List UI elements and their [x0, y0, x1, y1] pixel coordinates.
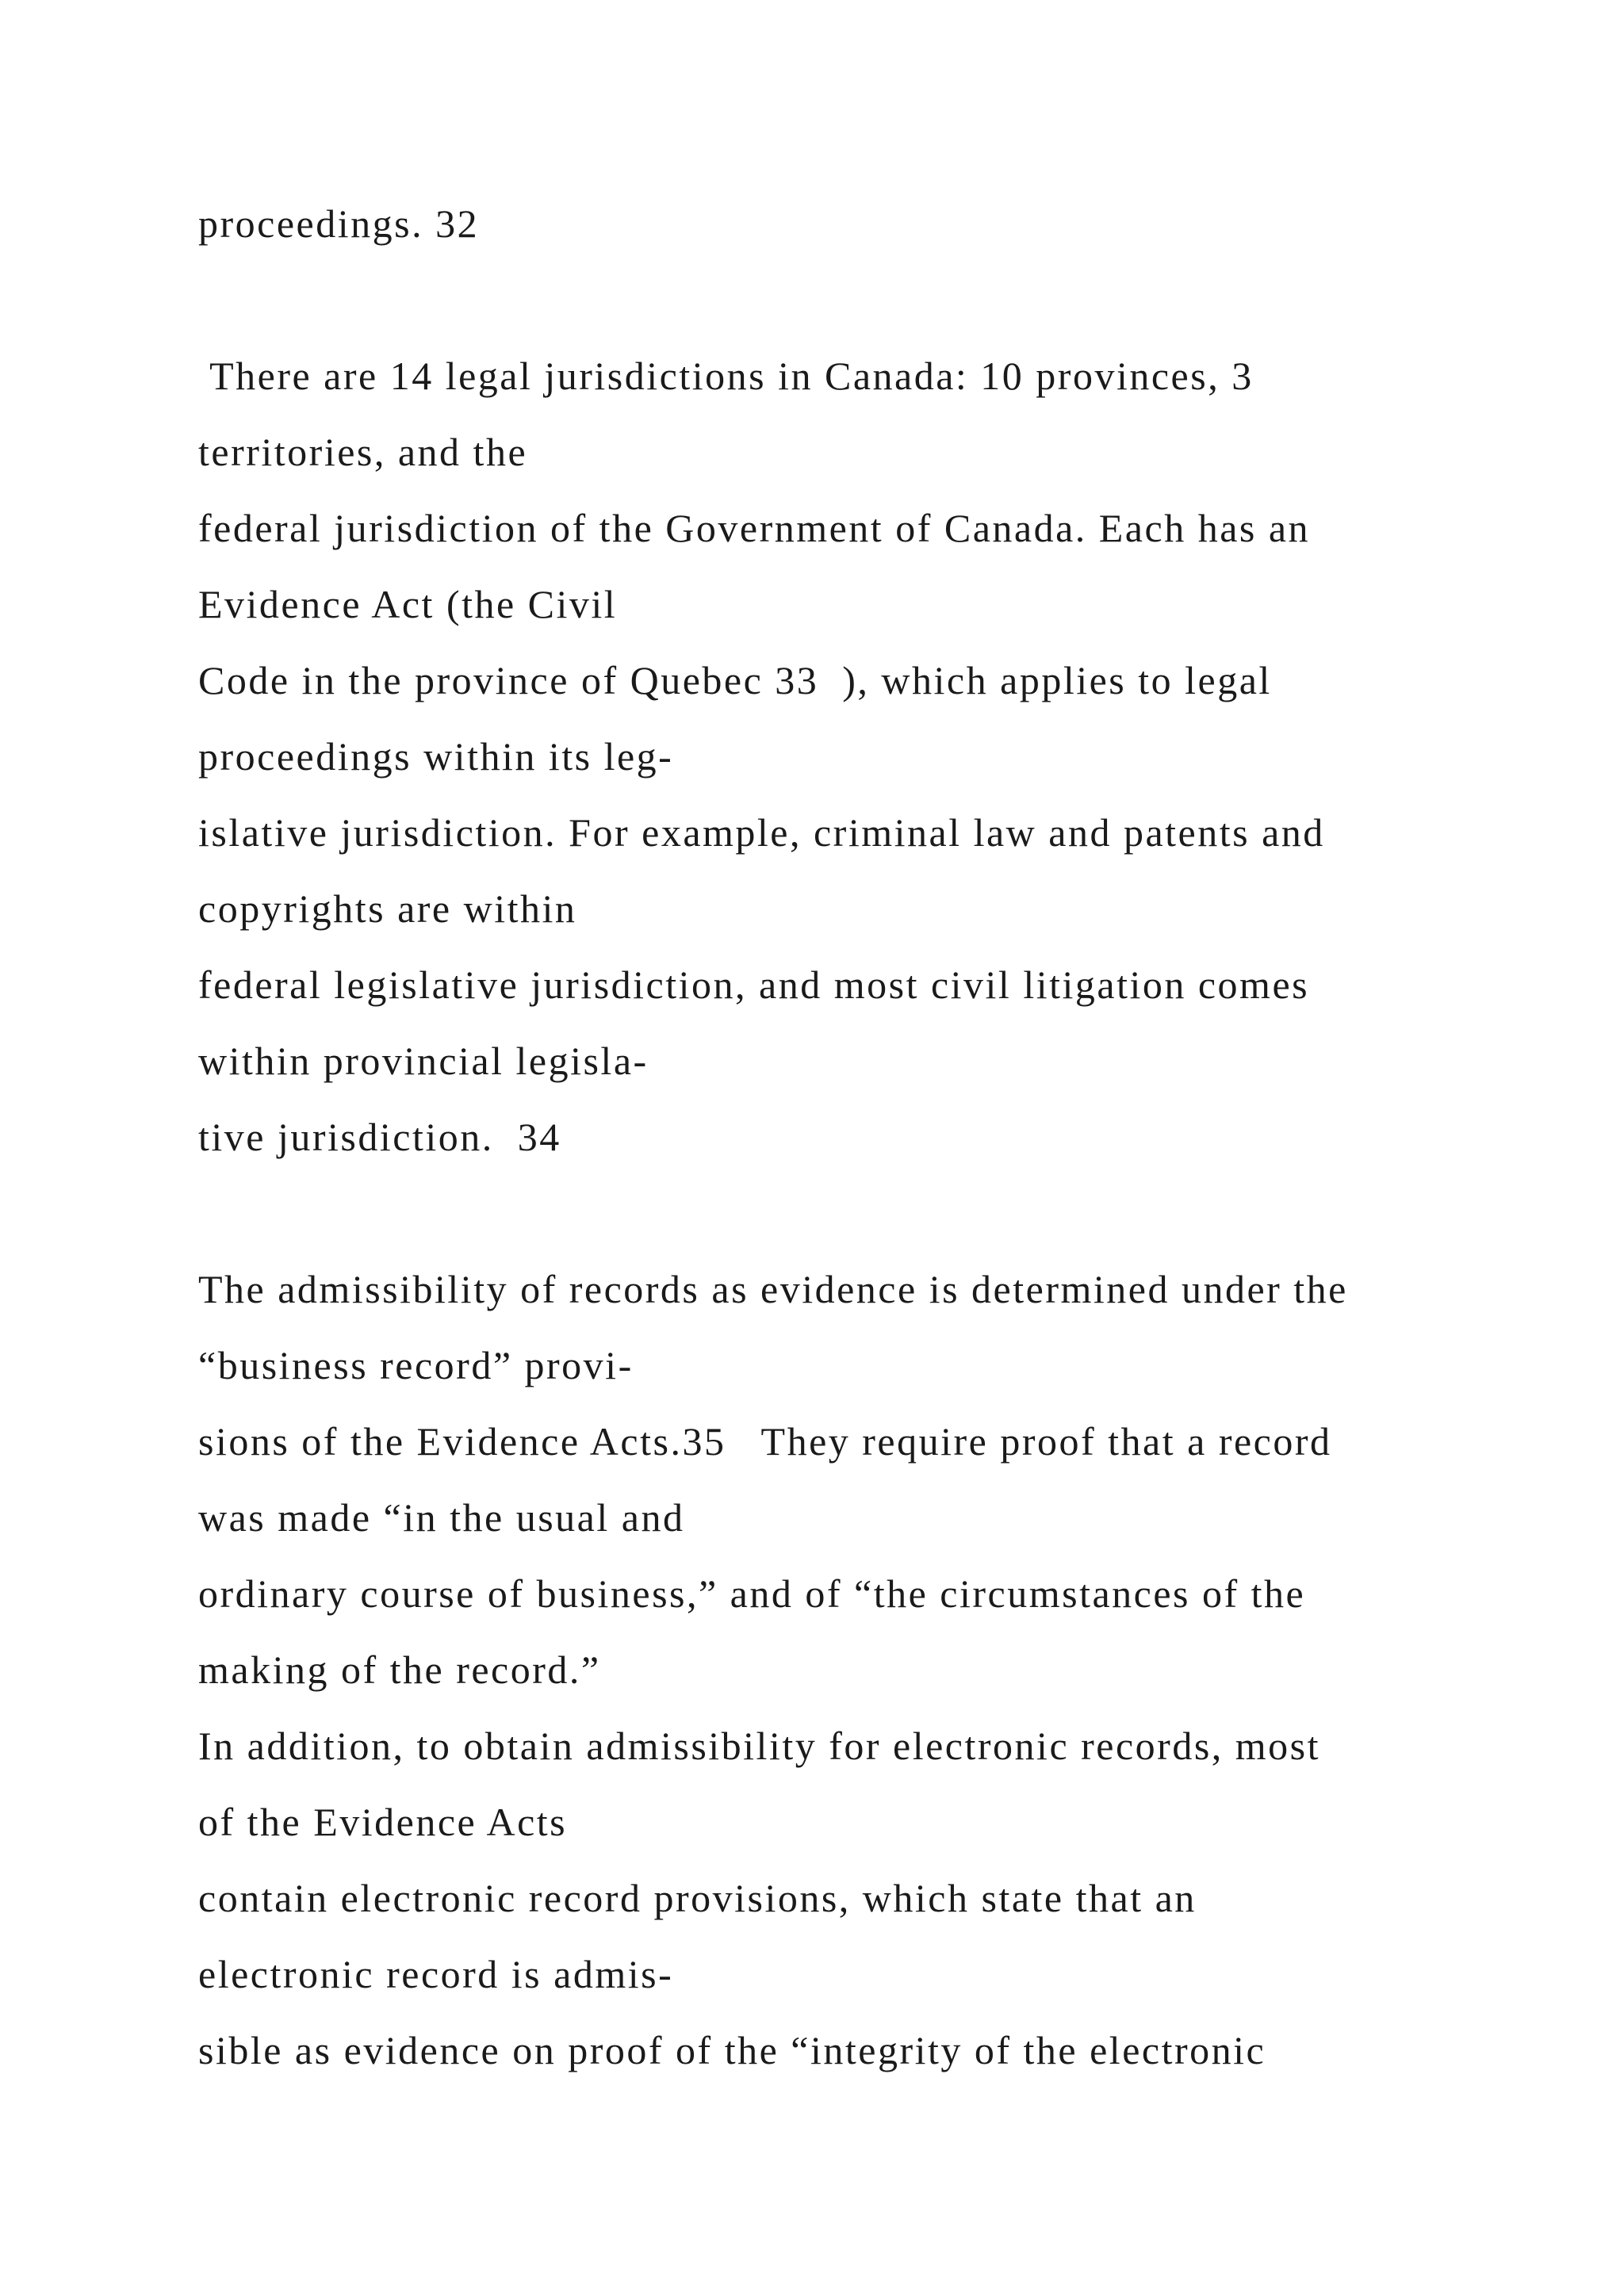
text-line: within provincial legisla- — [198, 1039, 649, 1083]
text-line: sions of the Evidence Acts.35 They require proof that a record — [198, 1419, 1332, 1464]
text-line: Code in the province of Quebec 33 ), which applies to legal — [198, 658, 1272, 702]
text-line: “business record” provi- — [198, 1343, 634, 1387]
text-line: making of the record.” — [198, 1647, 601, 1692]
text-line: ordinary course of business,” and of “the circumstances of the — [198, 1571, 1306, 1616]
text-line: electronic record is admis- — [198, 1952, 674, 1996]
text-line: The admissibility of records as evidence is determined under the — [198, 1267, 1348, 1311]
text-line: There are 14 legal jurisdictions in Canada: 10 provinces, 3 — [198, 354, 1254, 398]
text-line: In addition, to obtain admissibility for electronic records, most — [198, 1724, 1321, 1768]
text-line: sible as evidence on proof of the “integrity of the electronic — [198, 2028, 1266, 2072]
text-line: copyrights are within — [198, 886, 577, 931]
text-line: territories, and the — [198, 430, 528, 474]
text-line: contain electronic record provisions, which state that an — [198, 1876, 1197, 1920]
text-line: Evidence Act (the Civil — [198, 582, 618, 626]
text-line: federal legislative jurisdiction, and most civil litigation comes — [198, 962, 1310, 1007]
text-line: federal jurisdiction of the Government of Canada. Each has an — [198, 506, 1311, 550]
text-line: proceedings within its leg- — [198, 734, 674, 779]
text-line: was made “in the usual and — [198, 1495, 685, 1540]
text-line: islative jurisdiction. For example, criminal law and patents and — [198, 810, 1325, 855]
text-line: of the Evidence Acts — [198, 1800, 568, 1844]
text-line: proceedings. 32 — [198, 201, 480, 246]
text-line: tive jurisdiction. 34 — [198, 1115, 561, 1159]
